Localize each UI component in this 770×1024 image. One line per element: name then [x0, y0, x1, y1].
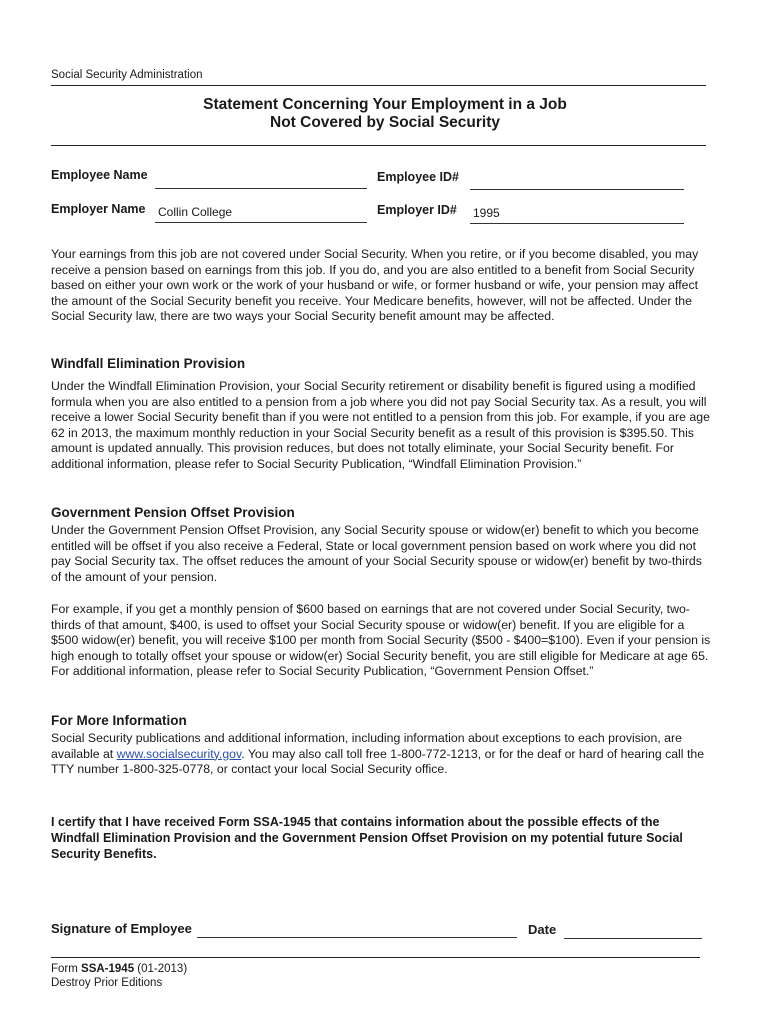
form-prefix: Form [51, 963, 82, 975]
signature-label: Signature of Employee [51, 921, 192, 936]
employer-name-label: Employer Name [51, 202, 146, 216]
employer-name-field[interactable]: Collin College [158, 205, 233, 219]
form-title [0, 96, 770, 132]
employer-id-label: Employer ID# [377, 203, 457, 217]
form-number: SSA-1945 [81, 963, 135, 975]
destroy-note: Destroy Prior Editions [51, 977, 163, 989]
more-info-paragraph [51, 731, 711, 778]
title-line-2: Not Covered by Social Security [270, 114, 500, 131]
employer-name-line [155, 222, 367, 223]
footer-rule [51, 957, 700, 958]
employee-id-field[interactable] [472, 172, 682, 188]
wep-heading: Windfall Elimination Provision [51, 356, 246, 371]
date-label: Date [528, 922, 557, 937]
more-info-text-2: . You may also call toll free 1-800-772-1213, or for the deaf or hard of hearing call the TTY number 1-800-325-0778, or contact your local Social Security office. [51, 746, 705, 777]
form-footer [51, 962, 187, 990]
employer-id-line [470, 223, 684, 224]
certification-statement: I certify that I have received Form SSA-1945 that contains information about the possible effects of the Windfall Elimination Provision and the Government Pension Offset Provision on my potential future Social Security Benefits. [51, 815, 683, 861]
intro-paragraph: Your earnings from this job are not covered under Social Security. When you retire, or if you become disabled, you may receive a pension based on earnings from this job. If you do, and you are also entitled to a benefit from Social Security based on either your own work or the work of your husband or wife, or former husband or wife, your pension may affect the amount of the Social Security benefit you receive. Your Medicare benefits, however, will not be affected. Under the Social Security law, there are two ways your Social Security benefit amount may be affected. [51, 247, 699, 324]
gpo-paragraph-2: For example, if you get a monthly pension of $600 based on earnings that are not covered under Social Security, two-thirds of that amount, $400, is used to offset your Social Security spouse or widow(er) benefit. If you are eligible for a $500 widow(er) benefit, you will receive $100 per month from Social Security ($500 - $400=$100). Even if your pension is high enough to totally offset your spouse or widow(er) Social Security benefit, you are still eligible for Medicare at age 65. For additional information, please refer to Social Security Publication, “Government Pension Offset.” [51, 602, 711, 679]
form-date: (01-2013) [134, 963, 188, 975]
employee-name-line [155, 188, 367, 189]
signature-line[interactable] [197, 937, 517, 938]
agency-name: Social Security Administration [51, 69, 203, 81]
ssa-website-link[interactable]: www.socialsecurity.gov [116, 746, 242, 761]
gpo-heading: Government Pension Offset Provision [51, 505, 295, 520]
gpo-paragraph-1: Under the Government Pension Offset Provision, any Social Security spouse or widow(er) benefit to which you become entitled will be offset if you also receive a Federal, State or local government pension based on work where you did not pay Social Security tax. The offset reduces the amount of your Social Security spouse or widow(er) benefit by two-thirds of the amount of your pension. [51, 523, 702, 584]
employee-name-field[interactable] [157, 170, 365, 186]
more-info-text-1: Social Security publications and additional information, including information about exceptions to each provision, are available at [51, 731, 682, 761]
more-info-heading: For More Information [51, 713, 187, 728]
header-top-rule [51, 85, 706, 86]
employee-id-line [470, 189, 684, 190]
title-line-1: Statement Concerning Your Employment in a Job [203, 96, 567, 113]
employer-id-field[interactable]: 1995 [473, 206, 500, 220]
date-line[interactable] [564, 938, 702, 939]
form-id-line [51, 962, 187, 976]
employee-name-label: Employee Name [51, 168, 148, 182]
employee-id-label: Employee ID# [377, 170, 459, 184]
header-bottom-rule [51, 145, 706, 146]
wep-paragraph: Under the Windfall Elimination Provision, your Social Security retirement or disability benefit is figured using a modified formula when you are also entitled to a pension from a job where you did not pay Social Security tax. As a result, you will receive a lower Social Security benefit than if you were not entitled to a pension from this job. For example, if you are age 62 in 2013, the maximum monthly reduction in your Social Security benefit as a result of this provision is $395.50. This amount is updated annually. This provision reduces, but does not totally eliminate, your Social Security benefit. For additional information, please refer to Social Security Publication, “Windfall Elimination Provision.” [51, 379, 710, 471]
